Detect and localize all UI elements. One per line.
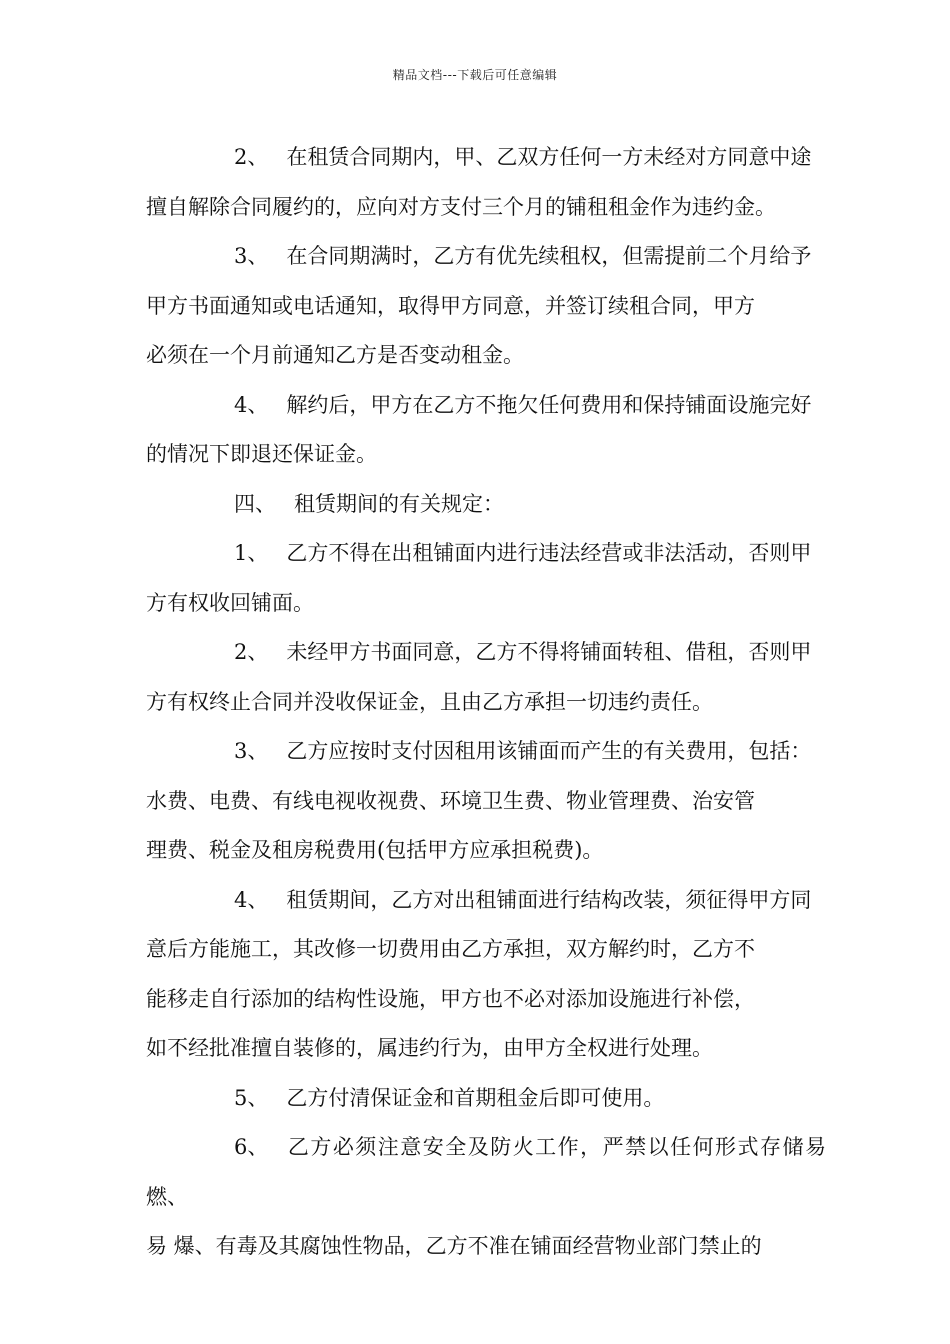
clause-number: 6、 — [234, 1135, 269, 1159]
clause-number: 2、 — [234, 640, 269, 664]
rule-2 — [146, 628, 826, 727]
clause-text: 水费、电费、有线电视收视费、环境卫生费、物业管理费、治安管 — [146, 788, 755, 813]
rule-3 — [146, 727, 826, 876]
clause-3 — [146, 232, 826, 381]
clause-text: 理费、税金及租房税费用(包括甲方应承担税费)。 — [146, 838, 604, 862]
section-title: 租赁期间的有关规定： — [294, 491, 504, 516]
clause-text: 未经甲方书面同意，乙方不得将铺面转租、借租，否则甲 — [286, 640, 812, 664]
clause-text: 乙方应按时支付因租用该铺面而产生的有关费用，包括： — [286, 739, 812, 763]
clause-number: 4、 — [234, 887, 269, 912]
clause-text: 方有权收回铺面。 — [146, 590, 314, 615]
clause-text: 易 爆、有毒及其腐蚀性物品，乙方不准在铺面经营物业部门禁止的 — [146, 1234, 762, 1258]
section-four-heading — [146, 480, 826, 530]
clause-text: 如不经批准擅自装修的，属违约行为，由甲方全权进行处理。 — [146, 1036, 713, 1060]
clause-4 — [146, 381, 826, 480]
clause-2 — [146, 133, 826, 232]
section-number: 四、 — [234, 491, 276, 516]
clause-text: 在租赁合同期内，甲、乙双方任何一方未经对方同意中途 — [286, 145, 812, 169]
clause-text: 乙方必须注意安全及防火工作，严禁以任何形式存储易燃、 — [146, 1135, 826, 1209]
rule-5 — [146, 1074, 826, 1124]
clause-text: 乙方不得在出租铺面内进行违法经营或非法活动，否则甲 — [286, 541, 812, 565]
clause-text: 解约后，甲方在乙方不拖欠任何费用和保持铺面设施完好 — [286, 392, 812, 417]
clause-text: 能移走自行添加的结构性设施，甲方也不必对添加设施进行补偿， — [146, 986, 755, 1011]
clause-text: 意后方能施工，其改修一切费用由乙方承担，双方解约时，乙方不 — [146, 937, 755, 961]
clause-number: 1、 — [234, 541, 269, 565]
clause-text: 乙方付清保证金和首期租金后即可使用。 — [286, 1085, 665, 1110]
clause-number: 5、 — [234, 1085, 269, 1110]
document-body — [146, 133, 826, 1272]
rule-6 — [146, 1123, 826, 1272]
clause-text: 擅自解除合同履约的，应向对方支付三个月的铺租租金作为违约金。 — [146, 194, 776, 219]
rule-1 — [146, 529, 826, 628]
clause-text: 的情况下即退还保证金。 — [146, 442, 377, 466]
clause-number: 3、 — [234, 244, 269, 268]
clause-number: 3、 — [234, 739, 269, 763]
clause-number: 2、 — [234, 145, 269, 169]
clause-text: 甲方书面通知或电话通知，取得甲方同意，并签订续租合同，甲方 — [146, 293, 755, 318]
page-header: 精品文档---下载后可任意编辑 — [392, 68, 558, 82]
clause-text: 必须在一个月前通知乙方是否变动租金。 — [146, 343, 524, 367]
clause-text: 在合同期满时，乙方有优先续租权，但需提前二个月给予 — [286, 244, 812, 268]
clause-text: 方有权终止合同并没收保证金，且由乙方承担一切违约责任。 — [146, 689, 713, 714]
rule-4 — [146, 876, 826, 1074]
clause-text: 租赁期间，乙方对出租铺面进行结构改装，须征得甲方同 — [286, 887, 812, 912]
clause-number: 4、 — [234, 392, 269, 417]
